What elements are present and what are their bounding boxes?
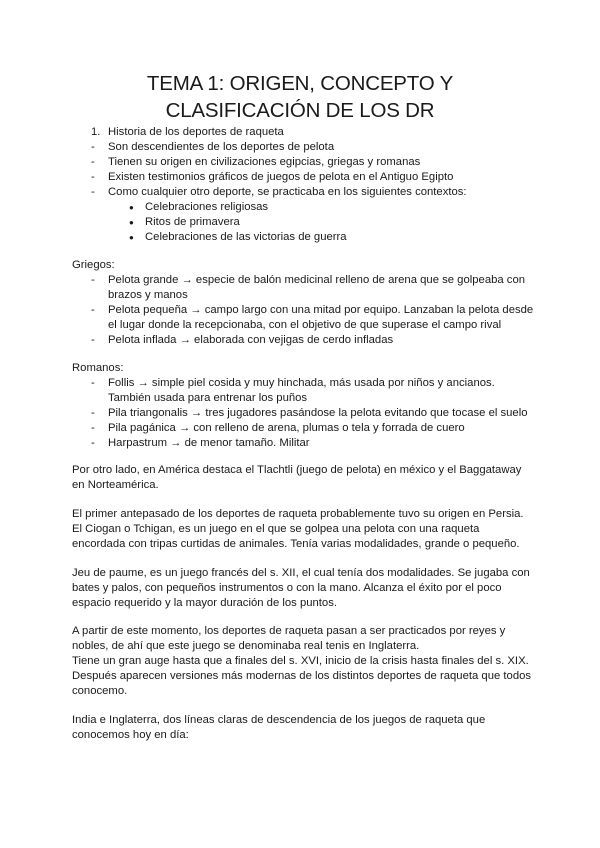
list-item [0,333,600,348]
dash-marker: - [91,171,95,183]
list-item-text: Follis → simple piel cosida y muy hinchada, más usada por niños y ancianos. [108,377,495,389]
paragraph-line: El primer antepasado de los deportes de raqueta probablemente tuvo su origen en Persia. [72,508,524,520]
paragraph-line: bates y palos, con pequeños instrumentos o con la mano. Alcanza el éxito por el poco [72,582,502,594]
sub-list-item [0,200,600,215]
sub-list-item-text: Celebraciones religiosas [145,201,269,213]
paragraph-line: Después aparecen versiones más modernas de los distintos deportes de raqueta que todos [72,670,532,682]
list-item [0,140,600,155]
title-line-2: CLASIFICACIÓN DE LOS DR [165,99,435,122]
paragraph-line: conocemos hoy en día: [72,729,189,741]
sub-list-item-text: Ritos de primavera [145,216,240,228]
paragraph [72,624,572,699]
list-item [0,170,600,185]
title-line-1: TEMA 1: ORIGEN, CONCEPTO Y [146,72,454,95]
section-heading: Romanos: [72,362,124,374]
paragraph-line: Tiene un gran auge hasta que a finales del s. XVI, inicio de la crisis hasta finales del s. XIX. [72,655,529,667]
list-item-text: Historia de los deportes de raqueta [108,126,284,138]
dash-marker: - [91,422,95,434]
dash-marker: - [91,437,95,449]
dash-marker: - [91,156,95,168]
griegos-section [0,258,600,348]
list-number: 1. [91,126,101,138]
paragraph-line: en Norteamérica. [72,479,159,491]
bullet-icon: ● [129,203,134,212]
paragraph-line: encordada con tripas curtidas de animales. Tenía varias modalidades, grande o pequeño. [72,538,520,550]
paragraph-line: espacio requerido y la mayor duración de los puntos. [72,597,338,609]
sub-list-item-text: Celebraciones de las victorias de guerra [145,231,347,243]
section-heading: Griegos: [72,259,115,271]
paragraph-line: Por otro lado, en América destaca el Tlachtli (juego de pelota) en méxico y el Baggataway [72,464,522,476]
paragraph [72,507,572,552]
list-item-text: Pila pagánica → con relleno de arena, plumas o tela y forrada de cuero [108,422,465,434]
list-item-text: Existen testimonios gráficos de juegos de pelota en el Antiguo Egipto [108,171,454,183]
sub-list-item [0,215,600,230]
list-item [0,421,600,436]
list-item-text: Pelota inflada → elaborada con vejigas de cerdo infladas [108,334,394,346]
list-item-text: Pelota pequeña → campo largo con una mitad por equipo. Lanzaban la pelota desde [108,304,534,316]
dash-marker: - [91,377,95,389]
paragraph-line: El Ciogan o Tchigan, es un juego en el que se golpea una pelota con una raqueta [72,523,480,535]
dash-marker: - [91,186,95,198]
paragraph-line: Jeu de paume, es un juego francés del s. XII, el cual tenía dos modalidades. Se jugaba con [72,567,530,579]
list-item [0,125,600,140]
list-item [0,436,600,451]
list-item [0,155,600,170]
paragraph [72,713,572,743]
list-item-text: Harpastrum → de menor tamaño. Militar [108,437,310,449]
dash-marker: - [91,407,95,419]
list-item [0,303,600,333]
paragraph [72,463,572,493]
list-item-text: Pelota grande → especie de balón medicinal relleno de arena que se golpeaba con [108,274,526,286]
list-item-text: Como cualquier otro deporte, se practicaba en los siguientes contextos: [108,186,467,198]
list-item [0,406,600,421]
paragraph-line: India e Inglaterra, dos líneas claras de descendencia de los juegos de raqueta que [72,714,486,726]
dash-marker: - [91,304,95,316]
list-item-text: brazos y manos [108,289,188,301]
list-item [0,185,600,200]
paragraph-line: nobles, de ahí que este juego se denominaba real tenis en Inglaterra. [72,640,420,652]
intro-list [0,125,600,245]
list-item-text: el lugar donde la recepcionaba, con el objetivo de que superase el campo rival [108,319,502,331]
romanos-section [0,361,600,451]
paragraph-line: A partir de este momento, los deportes de raqueta pasan a ser practicados por reyes y [72,625,506,637]
list-item [0,376,600,406]
list-item-text: Son descendientes de los deportes de pelota [108,141,335,153]
page-title [40,70,560,124]
paragraph [72,566,572,611]
paragraph-line: conocemo. [72,685,128,697]
bullet-icon: ● [129,233,134,242]
dash-marker: - [91,274,95,286]
dash-marker: - [91,141,95,153]
dash-marker: - [91,334,95,346]
bullet-icon: ● [129,218,134,227]
list-item-text: También usada para entrenar los puños [108,392,308,404]
list-item-text: Pila triangonalis → tres jugadores pasándose la pelota evitando que tocase el suelo [108,407,528,419]
list-item [0,273,600,303]
sub-list-item [0,230,600,245]
list-item-text: Tienen su origen en civilizaciones egipcias, griegas y romanas [108,156,421,168]
